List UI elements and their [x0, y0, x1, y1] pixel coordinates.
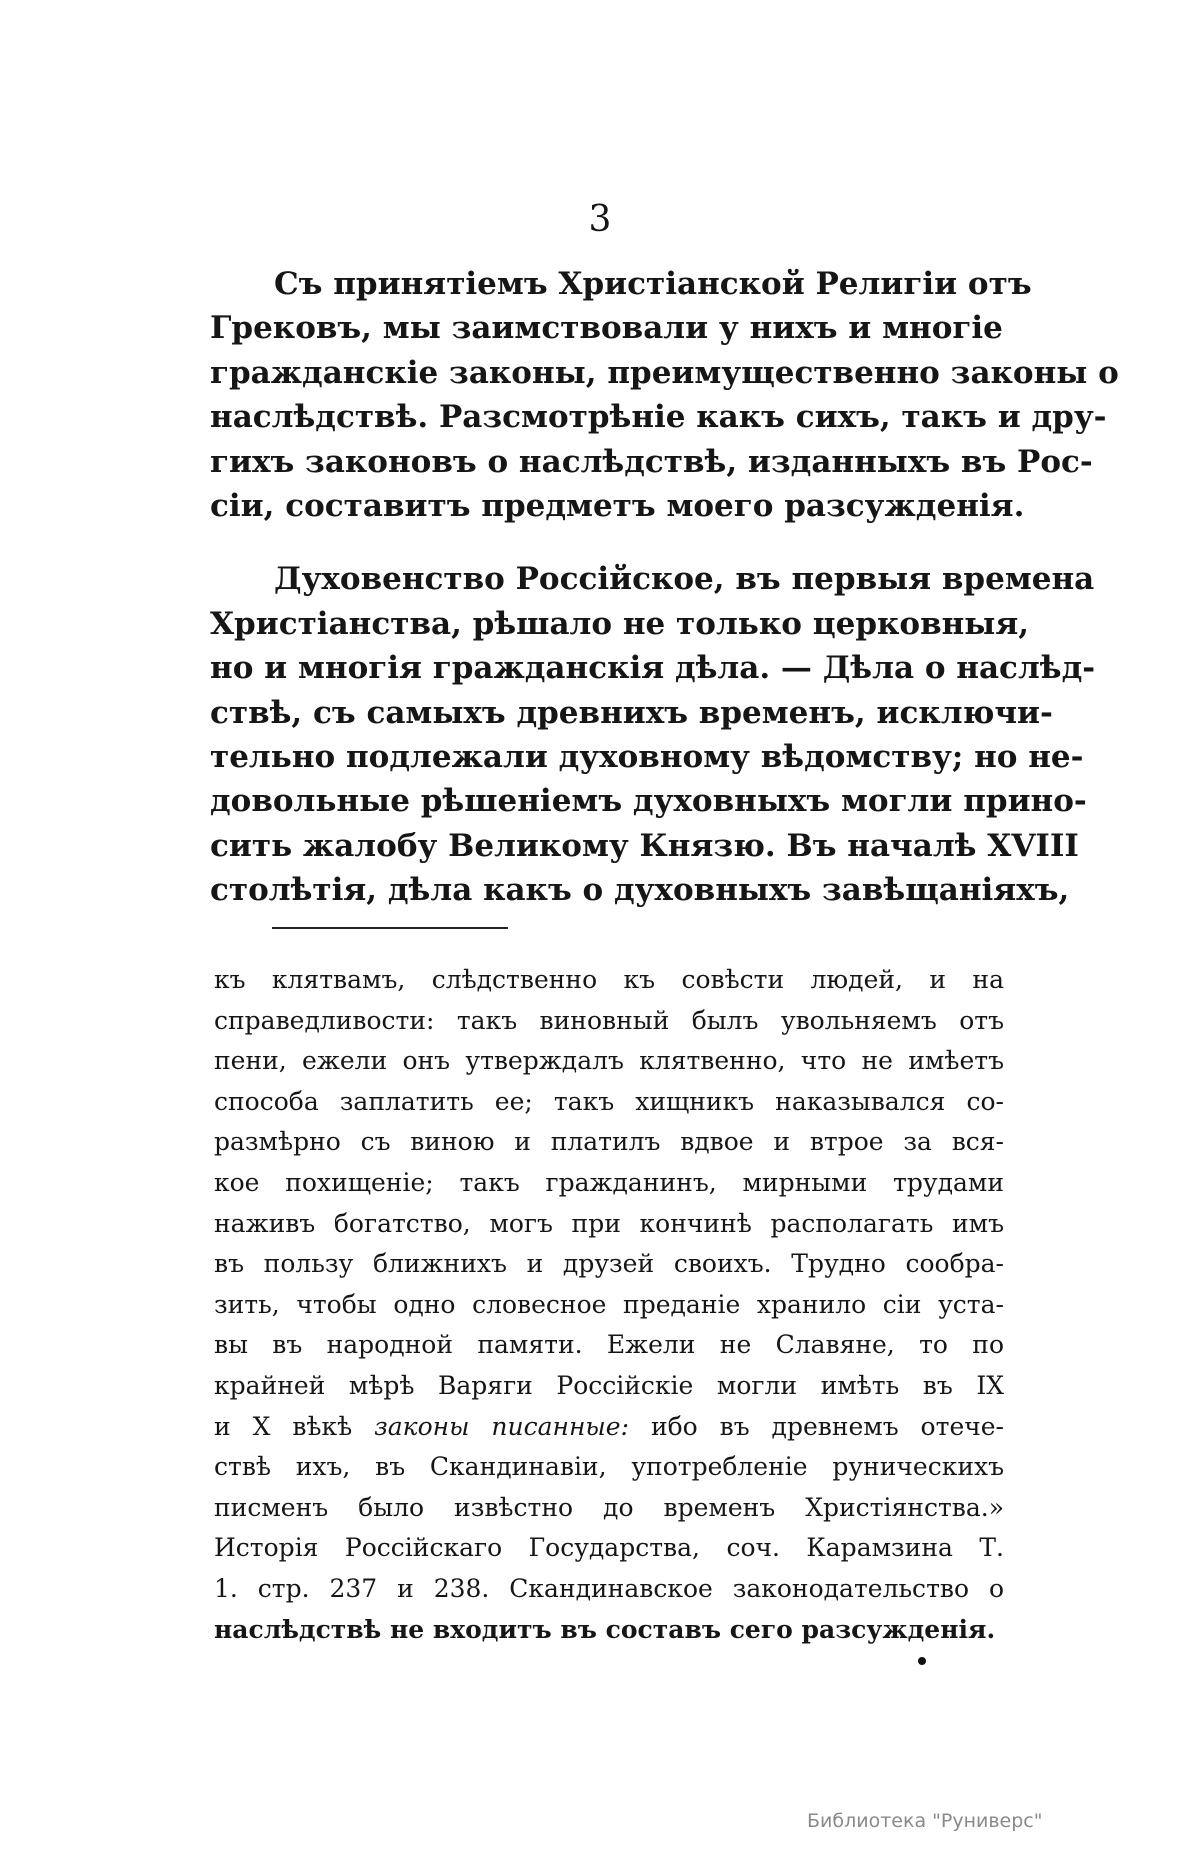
footnote-line: писменъ было извѣстно до временъ Христіянства.» [214, 1492, 1004, 1522]
main-text [210, 262, 1119, 913]
text-line: столѣтія, дѣла какъ о духовныхъ завѣщаніяхъ, [210, 872, 1070, 909]
footnote-line: крайней мѣрѣ Варяги Россійскіе могли имѣть въ IX [214, 1370, 1004, 1400]
text-line: гихъ законовъ о наслѣдствѣ, изданныхъ въ Рос- [210, 443, 1093, 480]
text-line: Христіанства, рѣшало не только церковныя, [210, 605, 1030, 642]
text-line: сіи, составитъ предметъ моего разсужденія. [210, 488, 1025, 525]
text-line: гражданскіе законы, преимущественно законы о [210, 354, 1119, 391]
text-line: Съ принятіемъ Христіанской Религіи отъ [274, 266, 1032, 302]
footnote-line: наслѣдствѣ не входитъ въ составъ сего разсужденія. [214, 1614, 996, 1644]
footnote-line: пени, ежели онъ утверждалъ клятвенно, что не имѣетъ [214, 1046, 1004, 1076]
library-watermark: Библиотека "Руниверс" [807, 1810, 1043, 1832]
footnote-line: кое похищеніе; такъ гражданинъ, мирными трудами [214, 1167, 1004, 1197]
footnote-divider [272, 927, 508, 929]
footnote-line: зить, чтобы одно словесное преданіе хранило сіи уста- [214, 1289, 1004, 1319]
paragraph-2 [210, 557, 1096, 912]
paragraph-1 [210, 262, 1119, 528]
text-line: тельно подлежали духовному вѣдомству; но не- [210, 739, 1084, 776]
footnote-line: въ пользу ближнихъ и друзей своихъ. Трудно сообра- [214, 1249, 1004, 1279]
text-line: сить жалобу Великому Князю. Въ началѣ XVIII [210, 827, 1079, 864]
text-line: но и многія гражданскія дѣла. — Дѣла о наслѣд- [210, 650, 1096, 687]
footnote-line: размѣрно съ виною и платилъ вдвое и втрое за вся- [214, 1127, 1004, 1157]
text-line: Грековъ, мы заимствовали у нихъ и многіе [210, 310, 1003, 347]
page-number: 3 [588, 199, 612, 240]
text-line: довольные рѣшеніемъ духовныхъ могли прино- [210, 783, 1087, 820]
footnote-line: способа заплатить ее; такъ хищникъ наказывался со- [214, 1086, 1004, 1116]
text-line: ствѣ, съ самыхъ древнихъ временъ, исключи- [210, 694, 1053, 731]
footnote-text-before: и X вѣкѣ [214, 1411, 353, 1441]
footnote-line: Исторія Россійскаго Государства, соч. Карамзина Т. [214, 1533, 1004, 1563]
footnote-line: 1. стр. 237 и 238. Скандинавское законодательство о [214, 1573, 1004, 1603]
footnote-text-after: ибо въ древнемъ отече- [650, 1411, 1005, 1441]
footnote-line: наживъ богатство, могъ при кончинѣ располагать имъ [214, 1208, 1004, 1238]
footnote-line: вы въ народной памяти. Ежели не Славяне, то по [214, 1330, 1004, 1360]
footnote [214, 960, 1004, 1650]
ink-dot [918, 1657, 926, 1665]
footnote-line: ствѣ ихъ, въ Скандинавіи, употребленіе руническихъ [214, 1452, 1004, 1482]
footnote-line: справедливости: такъ виновный былъ увольняемъ отъ [214, 1005, 1004, 1035]
footnote-italic-text: законы писанные: [374, 1411, 630, 1441]
footnote-line-italic-phrase [214, 1407, 1004, 1448]
footnote-line: къ клятвамъ, слѣдственно къ совѣсти людей, и на [214, 965, 1004, 994]
text-line: Духовенство Россійское, въ первыя времена [274, 561, 1095, 598]
text-line: наслѣдствѣ. Разсмотрѣніе какъ сихъ, такъ и дру- [210, 399, 1107, 436]
